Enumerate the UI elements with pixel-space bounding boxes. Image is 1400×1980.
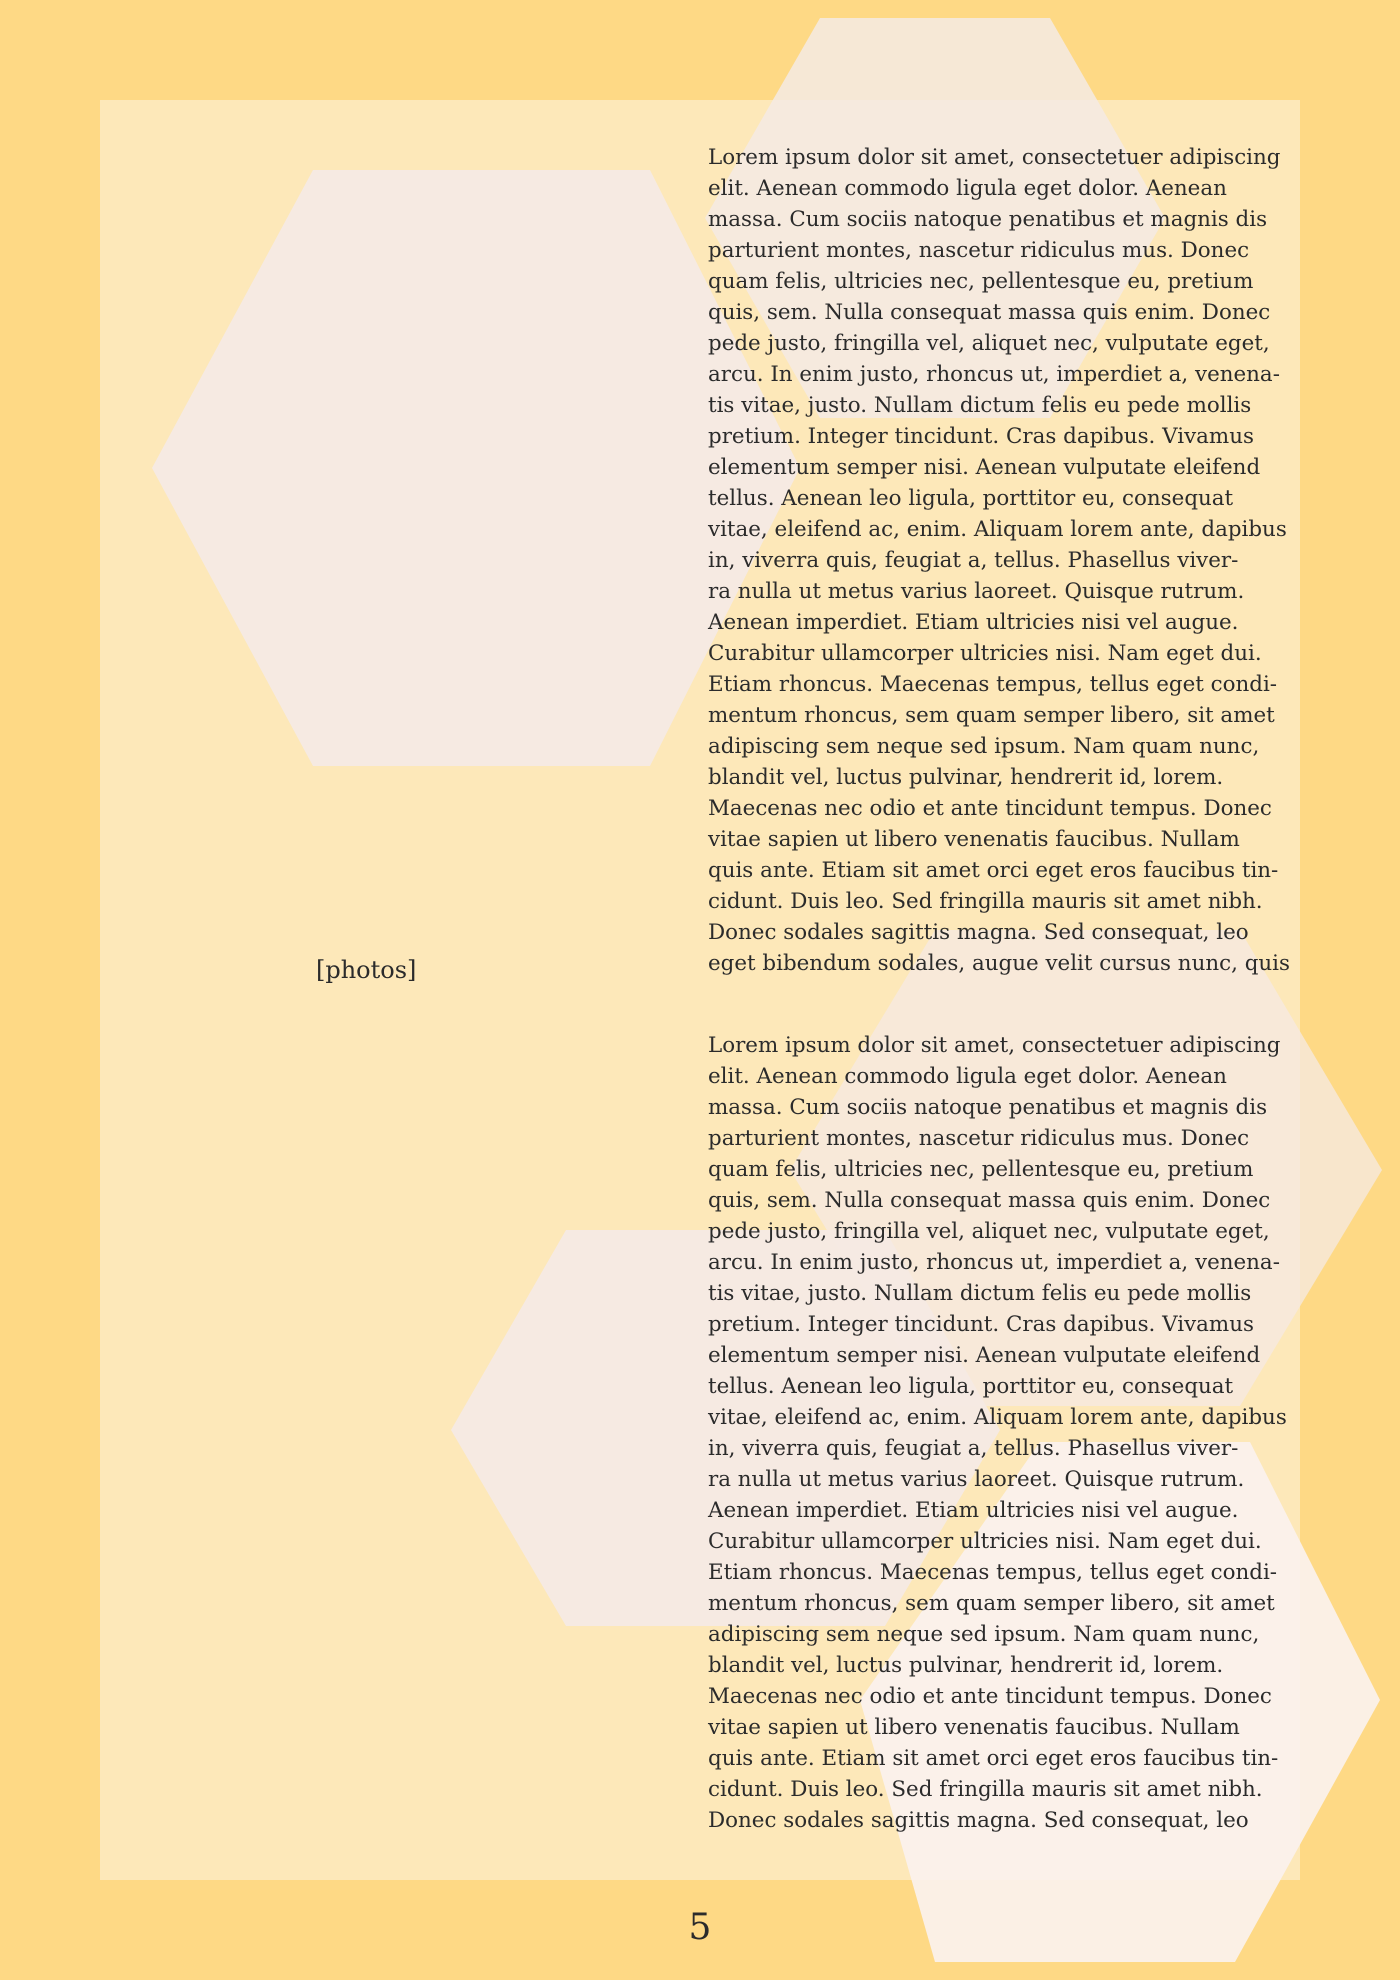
paragraph-line: adipiscing sem neque sed ipsum. Nam quam nunc, (708, 734, 1260, 759)
paragraph-line: Lorem ipsum dolor sit amet, consectetuer adipiscing (708, 1033, 1281, 1058)
paragraph-line: Maecenas nec odio et ante tincidunt tempus. Donec (708, 796, 1272, 821)
paragraph-line: adipiscing sem neque sed ipsum. Nam quam nunc, (708, 1622, 1260, 1647)
paragraph-line: mentum rhoncus, sem quam semper libero, sit amet (708, 1591, 1275, 1616)
paragraph-line: elit. Aenean commodo ligula eget dolor. Aenean (708, 176, 1227, 201)
paragraph-line: Donec sodales sagittis magna. Sed consequat, leo (708, 1808, 1249, 1833)
paragraph-line: Aenean imperdiet. Etiam ultricies nisi vel augue. (708, 1498, 1239, 1523)
hexagon-upper-left (152, 170, 800, 766)
paragraph-line: Etiam rhoncus. Maecenas tempus, tellus eget condi- (708, 672, 1278, 697)
paragraph-line: massa. Cum sociis natoque penatibus et magnis dis (708, 1095, 1268, 1120)
paragraph-line: quis ante. Etiam sit amet orci eget eros faucibus tin- (708, 858, 1279, 883)
paragraph-line: tis vitae, justo. Nullam dictum felis eu pede mollis (708, 393, 1252, 418)
paragraph-line: cidunt. Duis leo. Sed fringilla mauris sit amet nibh. (708, 889, 1263, 914)
paragraph-line: pede justo, fringilla vel, aliquet nec, vulputate eget, (708, 331, 1270, 356)
paragraph-line: quis ante. Etiam sit amet orci eget eros faucibus tin- (708, 1746, 1279, 1771)
paragraph-line: ra nulla ut metus varius laoreet. Quisque rutrum. (708, 1467, 1245, 1492)
paragraph-line: massa. Cum sociis natoque penatibus et magnis dis (708, 207, 1268, 232)
paragraph-line: cidunt. Duis leo. Sed fringilla mauris sit amet nibh. (708, 1777, 1263, 1802)
paragraph-line: elementum semper nisi. Aenean vulputate eleifend (708, 455, 1261, 480)
paragraph-line: Etiam rhoncus. Maecenas tempus, tellus eget condi- (708, 1560, 1278, 1585)
paragraph-line: quis, sem. Nulla consequat massa quis enim. Donec (708, 300, 1271, 325)
photos-placeholder: [photos] (316, 956, 417, 984)
paragraph-line: Donec sodales sagittis magna. Sed consequat, leo (708, 920, 1249, 945)
paragraph-line: quis, sem. Nulla consequat massa quis enim. Donec (708, 1188, 1271, 1213)
page-number: 5 (688, 1907, 712, 1948)
paragraph-line: in, viverra quis, feugiat a, tellus. Phasellus viver- (708, 1436, 1239, 1461)
paragraph-line: ra nulla ut metus varius laoreet. Quisque rutrum. (708, 579, 1245, 604)
paragraph-line: parturient montes, nascetur ridiculus mus. Donec (708, 1126, 1250, 1151)
paragraph-text (708, 142, 1290, 979)
body-paragraph-1 (708, 142, 1290, 979)
paragraph-line: parturient montes, nascetur ridiculus mus. Donec (708, 238, 1250, 263)
paragraph-line: pede justo, fringilla vel, aliquet nec, vulputate eget, (708, 1219, 1270, 1244)
paragraph-line: tellus. Aenean leo ligula, porttitor eu, consequat (708, 486, 1234, 511)
paragraph-line: Aenean imperdiet. Etiam ultricies nisi vel augue. (708, 610, 1239, 635)
paragraph-line: Maecenas nec odio et ante tincidunt tempus. Donec (708, 1684, 1272, 1709)
paragraph-line: tellus. Aenean leo ligula, porttitor eu, consequat (708, 1374, 1234, 1399)
paragraph-line: Curabitur ullamcorper ultricies nisi. Nam eget dui. (708, 641, 1262, 666)
paragraph-line: arcu. In enim justo, rhoncus ut, imperdiet a, venena- (708, 362, 1280, 387)
paragraph-line: elementum semper nisi. Aenean vulputate eleifend (708, 1343, 1261, 1368)
paragraph-line: blandit vel, luctus pulvinar, hendrerit id, lorem. (708, 1653, 1224, 1678)
paragraph-line: in, viverra quis, feugiat a, tellus. Phasellus viver- (708, 548, 1239, 573)
paragraph-line: tis vitae, justo. Nullam dictum felis eu pede mollis (708, 1281, 1252, 1306)
paragraph-line: eget bibendum sodales, augue velit cursus nunc, quis (708, 951, 1290, 976)
paragraph-line: vitae sapien ut libero venenatis faucibus. Nullam (708, 827, 1240, 852)
paragraph-line: blandit vel, luctus pulvinar, hendrerit id, lorem. (708, 765, 1224, 790)
paragraph-line: elit. Aenean commodo ligula eget dolor. Aenean (708, 1064, 1227, 1089)
paragraph-line: quam felis, ultricies nec, pellentesque eu, pretium (708, 269, 1254, 294)
paragraph-line: mentum rhoncus, sem quam semper libero, sit amet (708, 703, 1275, 728)
paragraph-line: Lorem ipsum dolor sit amet, consectetuer adipiscing (708, 145, 1281, 170)
paragraph-line: arcu. In enim justo, rhoncus ut, imperdiet a, venena- (708, 1250, 1280, 1275)
paragraph-line: quam felis, ultricies nec, pellentesque eu, pretium (708, 1157, 1254, 1182)
paragraph-line: vitae sapien ut libero venenatis faucibus. Nullam (708, 1715, 1240, 1740)
paragraph-line: vitae, eleifend ac, enim. Aliquam lorem ante, dapibus (708, 1405, 1287, 1430)
body-paragraph-2 (708, 1030, 1287, 1836)
paragraph-line: vitae, eleifend ac, enim. Aliquam lorem ante, dapibus (708, 517, 1287, 542)
paragraph-line: pretium. Integer tincidunt. Cras dapibus. Vivamus (708, 424, 1254, 449)
paragraph-line: pretium. Integer tincidunt. Cras dapibus. Vivamus (708, 1312, 1254, 1337)
paragraph-line: Curabitur ullamcorper ultricies nisi. Nam eget dui. (708, 1529, 1262, 1554)
paragraph-text (708, 1030, 1287, 1836)
